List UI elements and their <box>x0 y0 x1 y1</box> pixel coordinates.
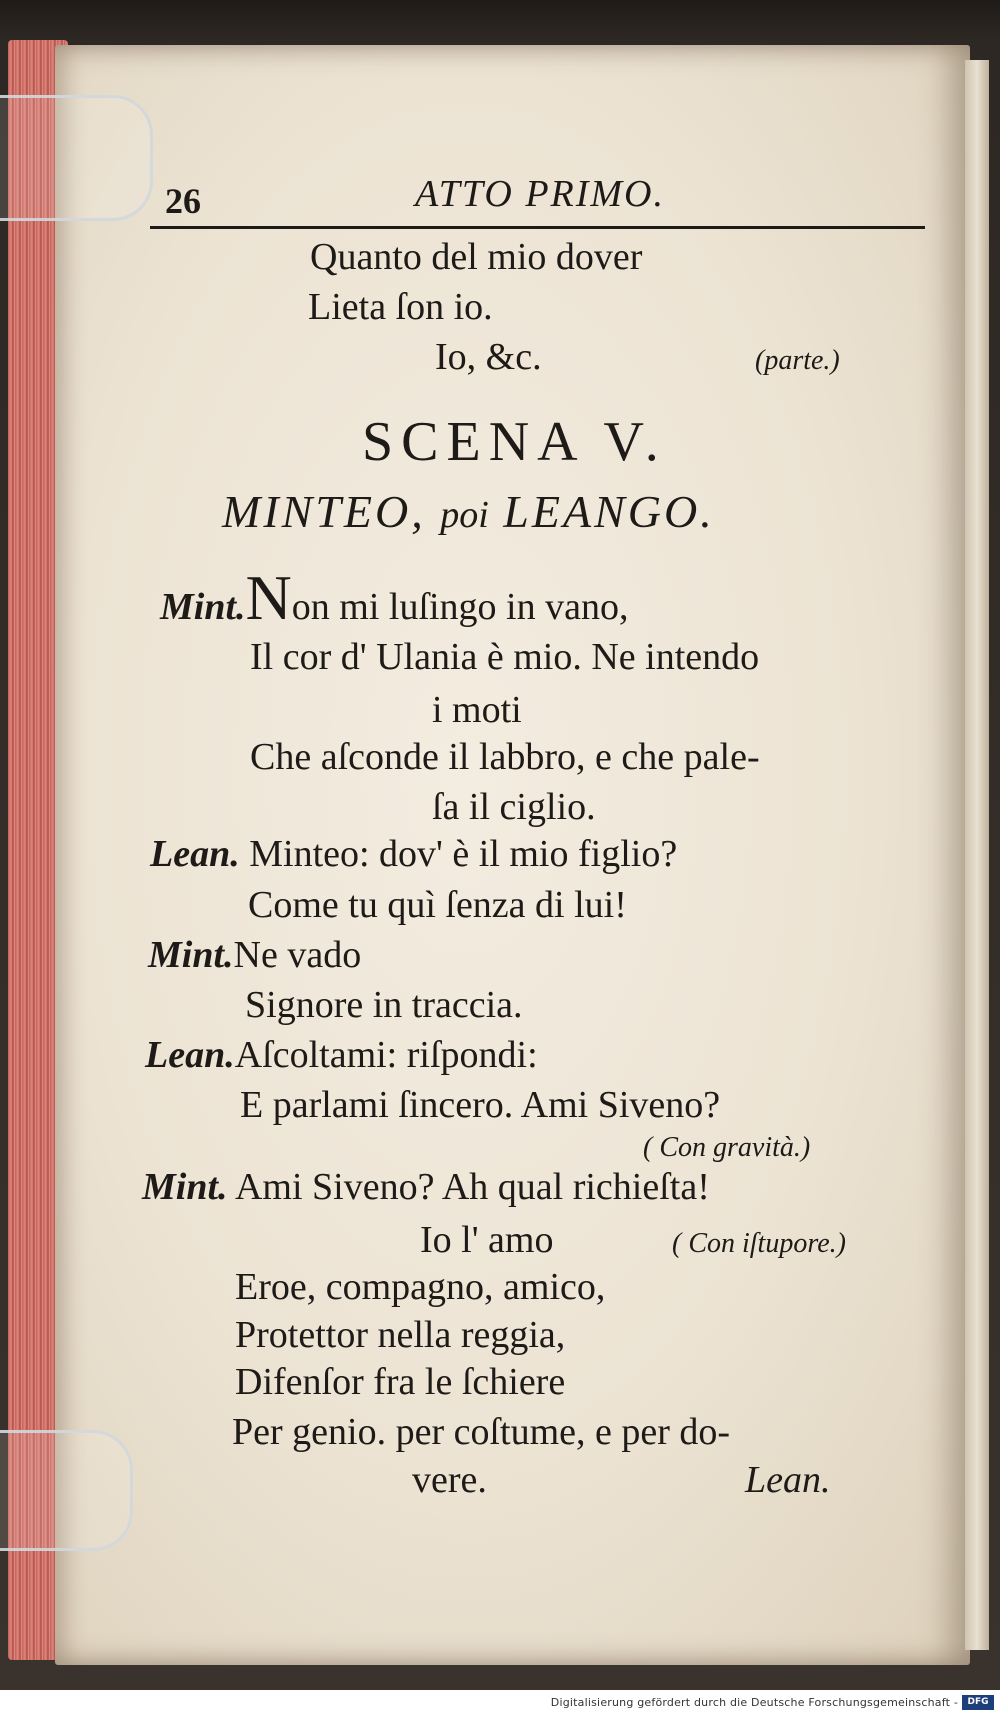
drop-cap: N <box>245 562 292 633</box>
page-right-edge <box>965 60 989 1650</box>
dialogue-line: Signore in traccia. <box>245 984 523 1026</box>
stage-direction: ( Con iſtupore.) <box>672 1228 846 1259</box>
scene-title: SCENA V. <box>362 411 667 473</box>
dialogue-line: Difenſor fra le ſchiere <box>235 1361 566 1403</box>
dialogue-line: ſa il ciglio. <box>432 786 596 828</box>
dialogue-text: Ami Siveno? Ah qual richieſta! <box>234 1166 710 1208</box>
dialogue-line: Il cor d' Ulania è mio. Ne intendo <box>250 636 760 678</box>
dialogue-line: Che aſconde il labbro, e che pale- <box>250 736 760 778</box>
dfg-logo: DFG <box>962 1695 994 1710</box>
dialogue-line: Protettor nella reggia, <box>235 1314 566 1356</box>
speaker-label: Mint. <box>148 934 234 976</box>
dialogue-text: Ne vado <box>233 934 362 976</box>
page-clip-top <box>0 95 153 221</box>
stage-direction: (parte.) <box>755 345 840 376</box>
character-name: MINTEO, <box>222 486 426 537</box>
dialogue-text: on mi luſingo in vano, <box>291 586 629 628</box>
speaker-label: Lean. <box>150 833 240 875</box>
character-name: LEANGO. <box>503 486 715 537</box>
dialogue-line: i moti <box>432 689 522 731</box>
dialogue-line: Eroe, compagno, amico, <box>235 1266 606 1308</box>
verse-line: Quanto del mio dover <box>310 236 643 278</box>
dialogue-line: vere. <box>412 1459 487 1501</box>
page-clip-bottom <box>0 1430 133 1551</box>
page-number: 26 <box>165 181 201 221</box>
running-head: ATTO PRIMO. <box>415 173 665 215</box>
stage-direction: ( Con gravità.) <box>643 1132 811 1163</box>
dialogue-text: Aſcoltami: riſpondi: <box>234 1034 538 1076</box>
dialogue-text: Minteo: dov' è il mio figlio? <box>249 833 678 875</box>
speaker-label: Mint. <box>160 586 246 628</box>
verse-line: Io, &c. <box>435 336 542 378</box>
dialogue-line: Come tu quì ſenza di lui! <box>248 884 627 926</box>
dialogue-line: E parlami ſincero. Ami Siveno? <box>240 1084 721 1126</box>
header-rule <box>150 226 925 229</box>
speaker-label: Lean. <box>145 1034 235 1076</box>
catchword: Lean. <box>745 1459 831 1501</box>
dialogue-line: Io l' amo <box>420 1219 554 1261</box>
dialogue-line <box>160 562 629 633</box>
digitization-credit: Digitalisierung gefördert durch die Deutsche Forschungsgemeinschaft - <box>550 1696 958 1709</box>
dialogue-line <box>142 1165 710 1209</box>
character-conjunction: poi <box>440 494 489 536</box>
scene-characters <box>222 485 715 538</box>
dialogue-line <box>148 933 361 977</box>
dialogue-line <box>150 832 677 876</box>
dialogue-line <box>145 1033 538 1077</box>
speaker-label: Mint. <box>142 1166 228 1208</box>
dialogue-line: Per genio. per coſtume, e per do- <box>232 1411 731 1453</box>
verse-line: Lieta ſon io. <box>308 286 493 328</box>
